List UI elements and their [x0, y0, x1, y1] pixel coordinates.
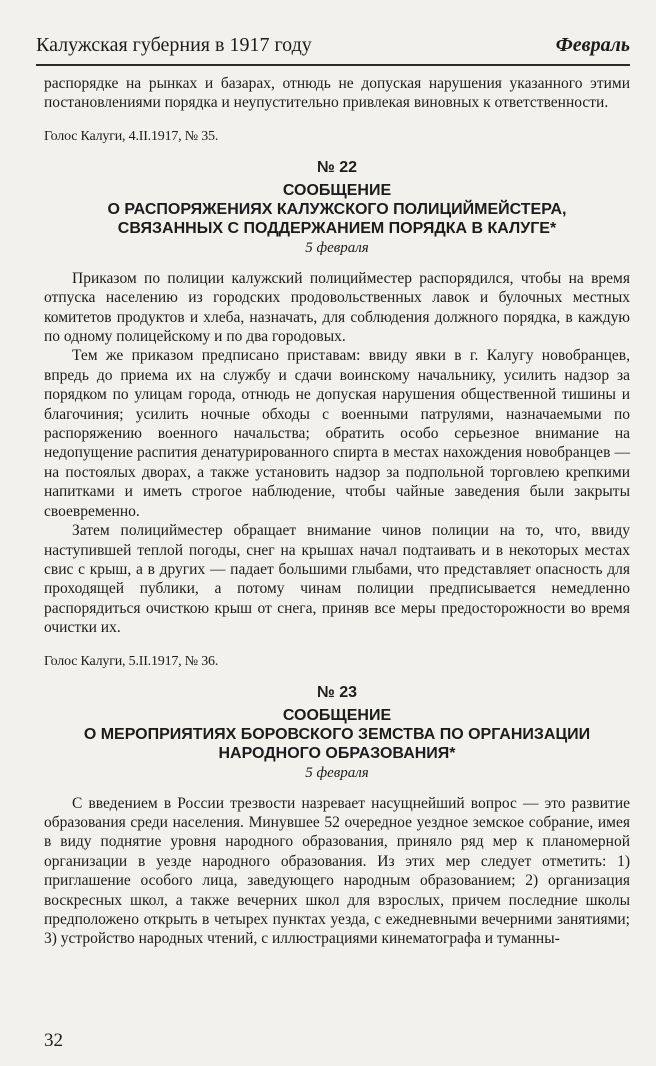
doc22-title-line-1: СООБЩЕНИЕ — [282, 181, 392, 199]
page-number: 32 — [44, 1030, 63, 1051]
header-month: Февраль — [555, 34, 630, 56]
running-header — [36, 30, 630, 66]
doc23-number: № 23 — [316, 683, 358, 701]
doc23-paragraph-1: С введением в России трезвости назревает насущнейший вопрос — это развитие образования среди населения. Минувшее 52 очередное уездное земское собрание, имея в виду поднятие уровня народного образования, приняло ряд мер к планомерной организации в уезде народного образования. Из этих мер следует отметить: 1) приглашение особого лица, заведующего народным образованием; 2) организация воскресных школ, а также вечерних школ для взрослых, причем последние школы предположено открыть в четырех пунктах уезда, с ежедневными вечерними занятиями; 3) устройство народных чтений, с иллюстрациями кинематографа и туманны- — [44, 794, 630, 948]
doc22-paragraph-1: Приказом по полиции калужский полицийместер распорядился, чтобы на время отпуска населению из городских продовольственных лавок и булочных местных комитетов продуктов и хлеба, назначать, для соблюдения должного порядка, в каждую по одному полицейскому и по два городовых. — [44, 269, 630, 346]
doc22-title-line-2: О РАСПОРЯЖЕНИЯХ КАЛУЖСКОГО ПОЛИЦИЙМЕЙСТЕРА, — [107, 200, 567, 218]
header-title: Калужская губерния в 1917 году — [36, 34, 312, 56]
doc22-title-line-3: СВЯЗАННЫХ С ПОДДЕРЖАНИЕМ ПОРЯДКА В КАЛУГЕ* — [117, 219, 557, 237]
doc23-title-line-1: СООБЩЕНИЕ — [282, 706, 392, 724]
source-citation-2: Голос Калуги, 5.II.1917, № 36. — [44, 653, 219, 669]
page-content — [44, 74, 630, 949]
doc23-title-line-2: О МЕРОПРИЯТИЯХ БОРОВСКОГО ЗЕМСТВА ПО ОРГАНИЗАЦИИ — [83, 725, 591, 743]
intro-paragraph: распорядке на рынках и базарах, отнюдь не допуская нарушения указанного этими постановлениями порядка и неупустительно привлекая виновных к ответственности. — [44, 75, 630, 112]
doc22-paragraph-2: Тем же приказом предписано приставам: ввиду явки в г. Калугу новобранцев, впредь до приема их на службу и сдачи воинскому начальнику, усилить надзор за порядком по улицам города, отнюдь не допуская нарушения общественной тишины и благочиния; усилить ночные обходы с военными патрулями, назначаемыми по распоряжению военного начальства; обратить особо серьезное внимание на недопущение распития денатурированного спирта в местах нахождения новобранцев — на постоялых дворах, а также установить надзор за подпольной торговлею крепкими напитками и иметь строгое наблюдение, чтобы чайные заведения были закрыты своевременно. — [44, 347, 630, 520]
doc22-date: 5 февраля — [305, 239, 369, 256]
doc22-number: № 22 — [316, 158, 358, 176]
doc23-date: 5 февраля — [305, 764, 369, 781]
doc23-title-line-3: НАРОДНОГО ОБРАЗОВАНИЯ* — [218, 744, 456, 762]
doc22-paragraph-3: Затем полицийместер обращает внимание чинов полиции на то, что, ввиду наступившей теплой погоды, снег на крышах начал подтаивать и в некоторых местах свис с крыш, а в других — падает большими глыбами, что представляет опасность для проходящей публики, а потому чинам полиции предписывается немедленно распорядиться очисткою крыш от снега, приняв все меры предосторожности во время очистки их. — [44, 522, 630, 637]
source-citation-1: Голос Калуги, 4.II.1917, № 35. — [44, 128, 219, 144]
